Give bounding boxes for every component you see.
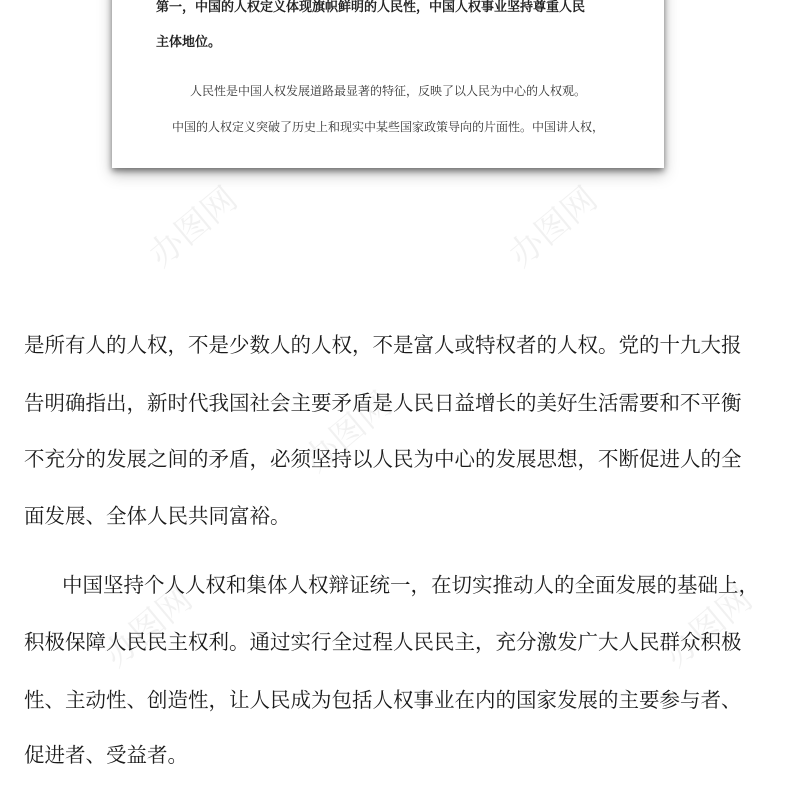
watermark: 办图网 — [296, 384, 401, 481]
paragraph-line: 积极保障人民民主权利。通过实行全过程人民民主，充分激发广大人民群众积极 — [24, 630, 742, 654]
watermark: 办图网 — [656, 579, 761, 676]
paragraph-line: 中国坚持个人人权和集体人权辩证统一，在切实推动人的全面发展的基础上， — [62, 573, 759, 597]
watermark: 办图网 — [96, 579, 201, 676]
card-body-line-1: 人民性是中国人权发展道路最显著的特征，反映了以人民为中心的人权观。 — [189, 84, 586, 98]
paragraph-line: 促进者、受益者。 — [24, 743, 188, 767]
card-body-line-2: 中国的人权定义突破了历史上和现实中某些国家政策导向的片面性。中国讲人权， — [171, 120, 604, 134]
paragraph-line: 告明确指出，新时代我国社会主要矛盾是人民日益增长的美好生活需要和不平衡 — [24, 391, 742, 415]
card-heading-line-2: 主体地位。 — [156, 35, 222, 50]
paragraph-line: 不充分的发展之间的矛盾，必须坚持以人民为中心的发展思想，不断促进人的全 — [24, 447, 742, 471]
paragraph-line: 面发展、全体人民共同富裕。 — [24, 504, 291, 528]
paragraph-line: 是所有人的人权，不是少数人的人权，不是富人或特权者的人权。党的十九大报 — [24, 333, 742, 357]
watermark: 办图网 — [141, 179, 246, 276]
paragraph-line: 性、主动性、创造性，让人民成为包括人权事业在内的国家发展的主要参与者、 — [24, 688, 742, 712]
card-heading-line-1: 第一，中国的人权定义体现旗帜鲜明的人民性，中国人权事业坚持尊重人民 — [156, 0, 586, 15]
document-card — [112, 0, 664, 168]
watermark: 办图网 — [501, 179, 606, 276]
